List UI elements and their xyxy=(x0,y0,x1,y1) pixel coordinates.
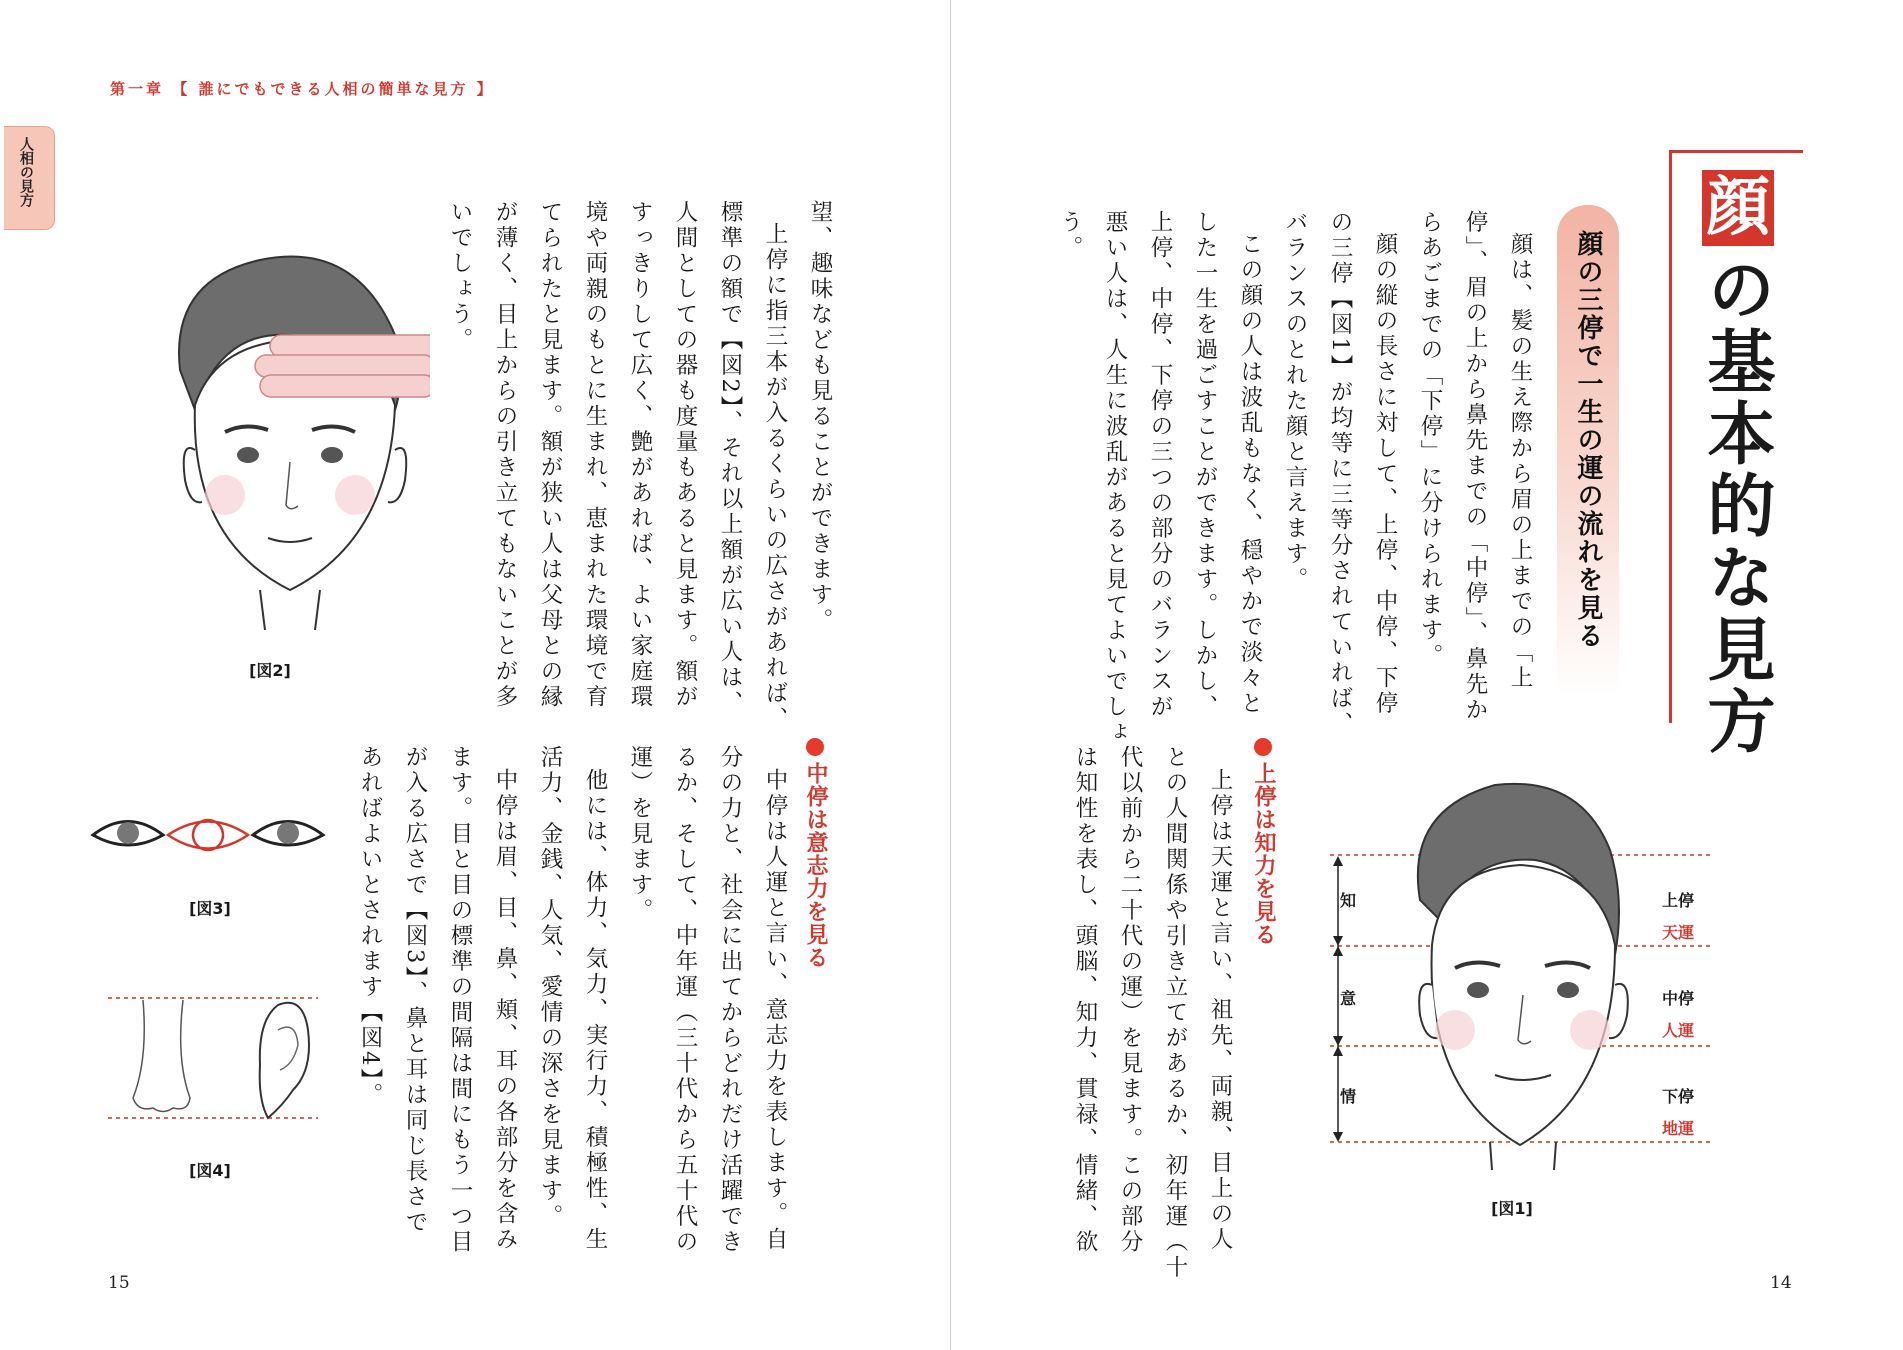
body-text-column: らあごまでの「下停」に分けられます。 xyxy=(1417,210,1443,669)
body-text-column: あればよいとされます【図4】。 xyxy=(357,745,383,1109)
body-text-column: 上停に指三本が入るくらいの広さがあれば、 xyxy=(762,222,788,732)
zone-name-jotei: 上停 xyxy=(1662,891,1695,910)
section-heading xyxy=(800,738,831,969)
figure-1-caption: [図1] xyxy=(1491,1199,1533,1218)
bullet-icon xyxy=(806,738,824,756)
section-heading xyxy=(1248,738,1279,946)
bullet-icon xyxy=(1254,738,1272,756)
body-text-column: が入る広さで【図3】、鼻と耳は同じ長さで xyxy=(402,745,428,1236)
body-text-column: この顔の人は波乱もなく、穏やかで淡々と xyxy=(1237,232,1263,717)
zone-name-chutei: 中停 xyxy=(1662,989,1695,1008)
body-text-column: ます。目と目の標準の間隔は間にもう一つ目 xyxy=(447,745,473,1255)
body-text-column: いでしょう。 xyxy=(447,200,473,353)
zone-label-i: 意 xyxy=(1340,989,1357,1008)
zone-luck-chiun: 地運 xyxy=(1662,1119,1695,1138)
body-text-column: 上停、中停、下停の三つの部分のバランスが xyxy=(1147,210,1173,720)
body-text-column: バランスのとれた顔と言えます。 xyxy=(1282,210,1308,593)
body-text-column: 分の力と、社会に出てからどれだけ活躍でき xyxy=(717,745,743,1255)
title-rule xyxy=(1669,150,1672,723)
body-text-column: の三停【図1】が均等に三等分されていれば、 xyxy=(1327,210,1353,738)
figure-2-caption: [図2] xyxy=(249,661,291,680)
body-text-column: 運）を見ます。 xyxy=(627,745,653,924)
body-text-column: 望、趣味なども見ることができます。 xyxy=(807,200,833,634)
body-text-column: 代以前から二十代の運）を見ます。この部分 xyxy=(1117,745,1143,1255)
body-text-column: 標準の額で【図2】、それ以上額が広い人は、 xyxy=(717,200,743,717)
section-heading-text: 中停は意志力を見る xyxy=(803,762,828,969)
body-text-column: 境や両親のもとに生まれ、恵まれた環境で育 xyxy=(582,200,608,710)
body-text-column: した一生を過ごすことができます。しかし、 xyxy=(1192,210,1218,720)
body-text-column: が薄く、目上からの引き立てもないことが多 xyxy=(492,200,518,710)
page-number: 15 xyxy=(108,1273,130,1293)
title-first-char: 顔 xyxy=(1702,170,1774,246)
zone-luck-jinun: 人運 xyxy=(1662,1021,1695,1040)
body-text-column: 人間としての器も度量もあると見ます。額が xyxy=(672,200,698,710)
body-text-column: 上停は天運と言い、祖先、両親、目上の人 xyxy=(1207,768,1233,1253)
page-subtitle: 顔の三停で一生の運の流れを見る xyxy=(1573,230,1603,650)
eye-spacing-illustration xyxy=(88,800,328,870)
side-tab xyxy=(4,126,55,230)
zone-luck-tenun: 天運 xyxy=(1662,923,1695,942)
zone-label-jo: 情 xyxy=(1340,1087,1357,1106)
body-text-column: 他には、体力、気力、実行力、積極性、生 xyxy=(582,768,608,1253)
three-zones-face-diagram xyxy=(1320,770,1710,1190)
running-head: 第一章 【 誰にでもできる人相の簡単な見方 】 xyxy=(110,80,495,98)
left-page xyxy=(0,0,950,1350)
title-rule-top xyxy=(1669,150,1803,153)
figure-4-caption: [図4] xyxy=(189,1161,231,1180)
forehead-fingers-illustration xyxy=(140,240,430,630)
body-text-column: は知性を表し、頭脳、知力、貫禄、情緒、欲 xyxy=(1072,745,1098,1255)
body-text-column: 中停は眉、目、鼻、頬、耳の各部分を含み xyxy=(492,768,518,1253)
body-text-column: 活力、金銭、人気、愛情の深さを見ます。 xyxy=(537,745,563,1230)
body-text-column: 悪い人は、人生に波乱があると見てよいでしょ xyxy=(1102,210,1128,746)
figure-3-caption: [図3] xyxy=(189,899,231,918)
page-title: の基本的な見方 xyxy=(1696,254,1776,758)
zone-label-chi: 知 xyxy=(1340,891,1357,910)
page-number: 14 xyxy=(1770,1273,1792,1293)
body-text-column: 顔は、髪の生え際から眉の上までの「上 xyxy=(1507,232,1533,691)
body-text-column: 顔の縦の長さに対して、上停、中停、下停 xyxy=(1372,232,1398,717)
body-text-column: 停」、眉の上から鼻先までの「中停」、鼻先か xyxy=(1462,210,1488,723)
body-text-column: 中停は人運と言い、意志力を表します。自 xyxy=(762,768,788,1253)
section-heading-text: 上停は知力を見る xyxy=(1251,762,1276,946)
body-text-column: るか、そして、中年運（三十代から五十代の xyxy=(672,745,698,1255)
body-text-column: すっきりして広く、艶があれば、よい家庭環 xyxy=(627,200,653,710)
body-text-column: う。 xyxy=(1057,210,1083,261)
nose-ear-illustration xyxy=(108,990,318,1125)
body-text-column: との人間関係や引き立てがあるか、初年運（十 xyxy=(1162,745,1188,1281)
body-text-column: てられたと見ます。額が狭い人は父母との縁 xyxy=(537,200,563,710)
side-tab-label: 人相の見方 xyxy=(18,137,34,207)
zone-name-katei: 下停 xyxy=(1662,1087,1695,1106)
